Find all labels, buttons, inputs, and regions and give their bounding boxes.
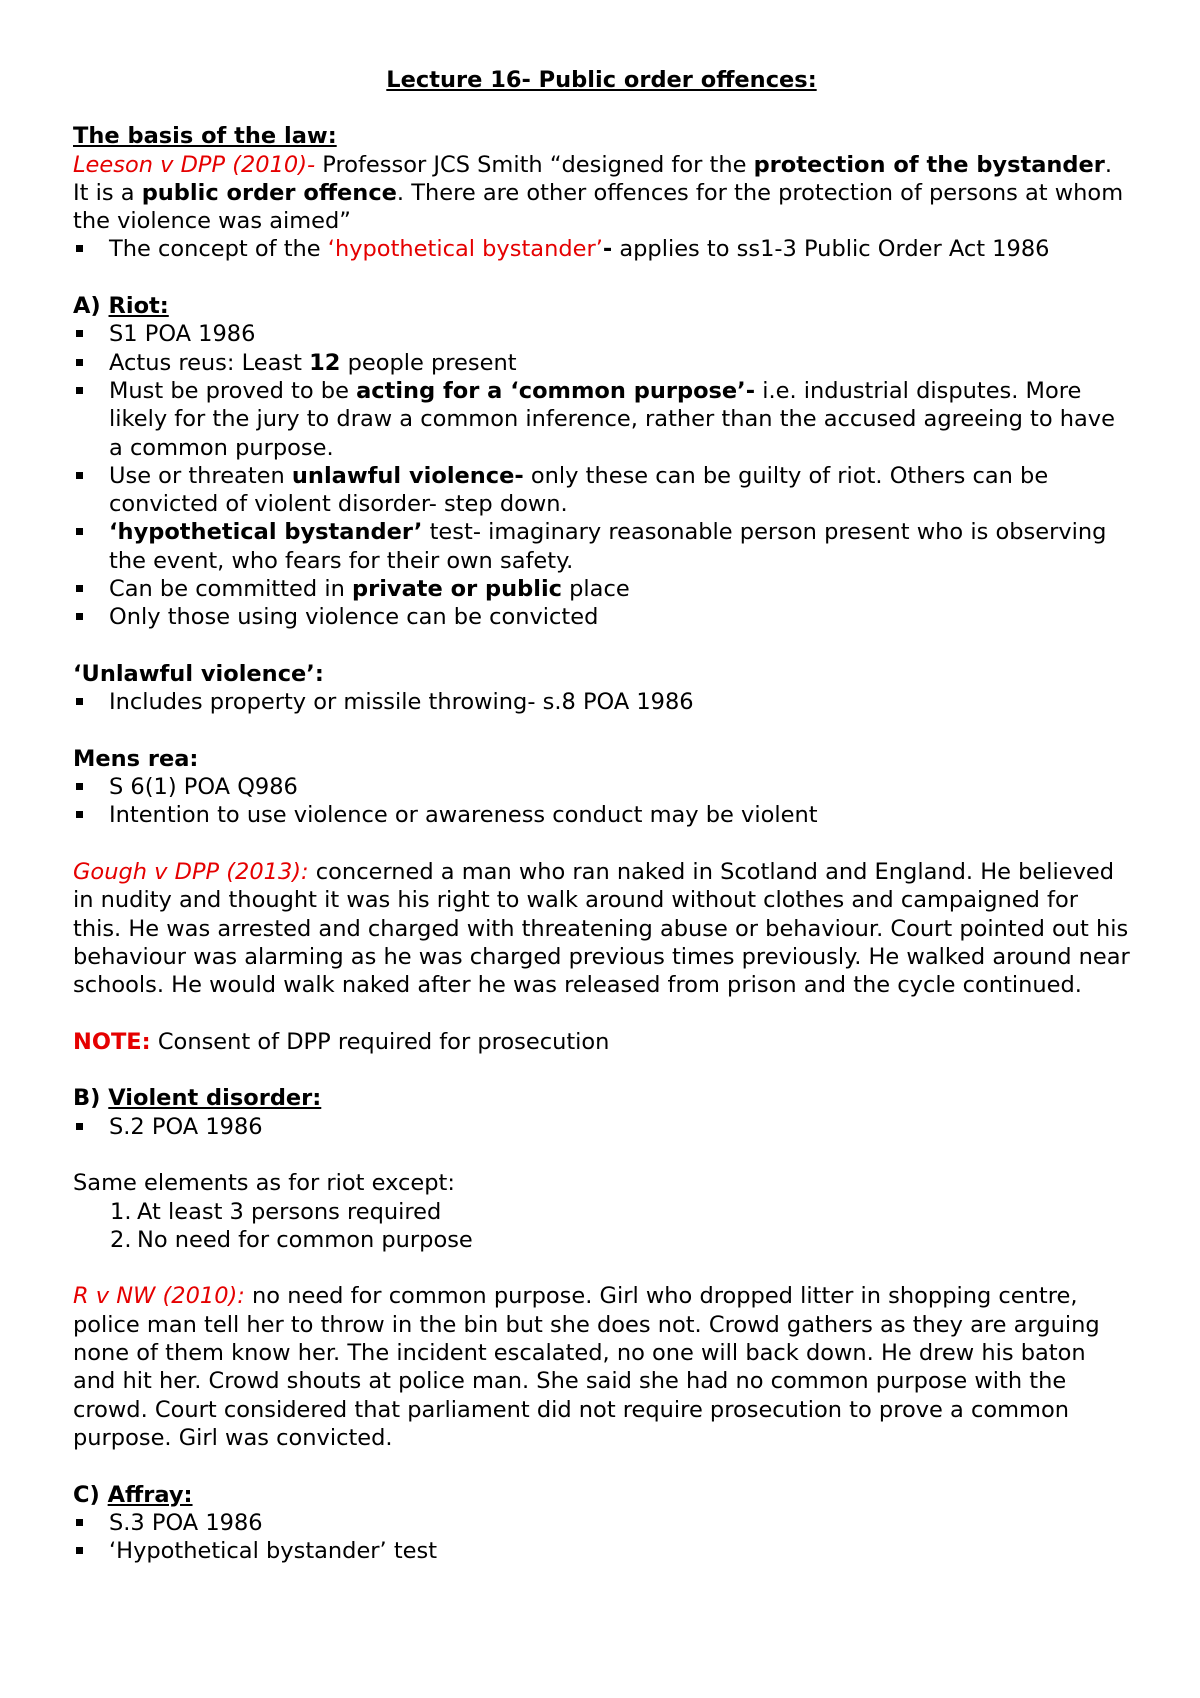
list-item: Use or threaten unlawful violence- only these can be guilty of riot. Others can be convicted of violent disorder- step down. <box>73 462 1130 519</box>
list-item: S.3 POA 1986 <box>73 1509 1130 1537</box>
list-item: 2. No need for common purpose <box>110 1226 473 1253</box>
mens-rea-heading: Mens rea: <box>73 745 199 772</box>
rnw-case-name: R v NW (2010): <box>73 1283 245 1310</box>
basis-heading: The basis of the law: <box>73 123 337 150</box>
violent-disorder-numbered-list <box>73 1198 1130 1255</box>
gough-paragraph: Gough v DPP (2013): concerned a man who ran naked in Scotland and England. He believed in nudity and thought it was his right to walk around without clothes and campaigned for this. He was arrested and charged with threatening abuse or behaviour. Court pointed out his behaviour was alarming as he was charged previous times previously. He walked around near schools. He would walk naked after he was released from prison and the cycle continued. <box>73 859 1130 999</box>
affray-bullets <box>73 1509 1130 1566</box>
rnw-paragraph: R v NW (2010): no need for common purpose. Girl who dropped litter in shopping centre, police man tell her to throw in the bin but she does not. Crowd gathers as they are arguing none of them know her. The incident escalated, no one will back down. He drew his baton and hit her. Crowd shouts at police man. She said she had no common purpose with the crowd. Court considered that parliament did not require prosecution to prove a common purpose. Girl was convicted. <box>73 1283 1100 1451</box>
list-item: 1. At least 3 persons required <box>110 1198 442 1225</box>
list-item: Only those using violence can be convicted <box>73 603 1130 631</box>
violent-disorder-heading: B) Violent disorder: <box>73 1085 322 1112</box>
list-item: Must be proved to be acting for a ‘common purpose’- i.e. industrial disputes. More likely for the jury to draw a common inference, rather than the accused agreeing to have a common purpose. <box>73 377 1130 462</box>
note-paragraph: NOTE: Consent of DPP required for prosecution <box>73 1028 610 1055</box>
list-item: ‘Hypothetical bystander’ test <box>73 1537 1130 1565</box>
note-label: NOTE: <box>73 1028 151 1055</box>
list-item: S 6(1) POA Q986 <box>73 773 1130 801</box>
unlawful-bullets <box>73 688 1130 716</box>
affray-heading: C) Affray: <box>73 1481 193 1508</box>
list-item: Includes property or missile throwing- s.8 POA 1986 <box>73 688 1130 716</box>
same-elements-text: Same elements as for riot except: <box>73 1170 455 1197</box>
list-item: Intention to use violence or awareness conduct may be violent <box>73 801 1130 829</box>
leeson-paragraph: Leeson v DPP (2010)- Professor JCS Smith “designed for the protection of the bystander. It is a public order offence. There are other offences for the protection of persons at whom the violence was aimed” <box>73 151 1124 235</box>
list-item: The concept of the ‘hypothetical bystander’- applies to ss1-3 Public Order Act 1986 <box>73 235 1130 263</box>
list-item: Can be committed in private or public place <box>73 575 1130 603</box>
list-item: S1 POA 1986 <box>73 320 1130 348</box>
riot-heading: A) Riot: <box>73 293 169 320</box>
basis-bullets <box>73 235 1130 263</box>
unlawful-violence-heading: ‘Unlawful violence’: <box>73 660 324 687</box>
leeson-case-name: Leeson v DPP (2010)- <box>73 151 316 178</box>
list-item: ‘hypothetical bystander’ test- imaginary reasonable person present who is observing the event, who fears for their own safety. <box>73 518 1130 575</box>
gough-case-name: Gough v DPP (2013): <box>73 859 309 886</box>
list-item: Actus reus: Least 12 people present <box>73 349 1130 377</box>
mens-rea-bullets <box>73 773 1130 830</box>
violent-disorder-bullets <box>73 1113 1130 1141</box>
page-title: Lecture 16- Public order offences: <box>386 67 817 93</box>
riot-bullets <box>73 320 1130 631</box>
list-item: S.2 POA 1986 <box>73 1113 1130 1141</box>
